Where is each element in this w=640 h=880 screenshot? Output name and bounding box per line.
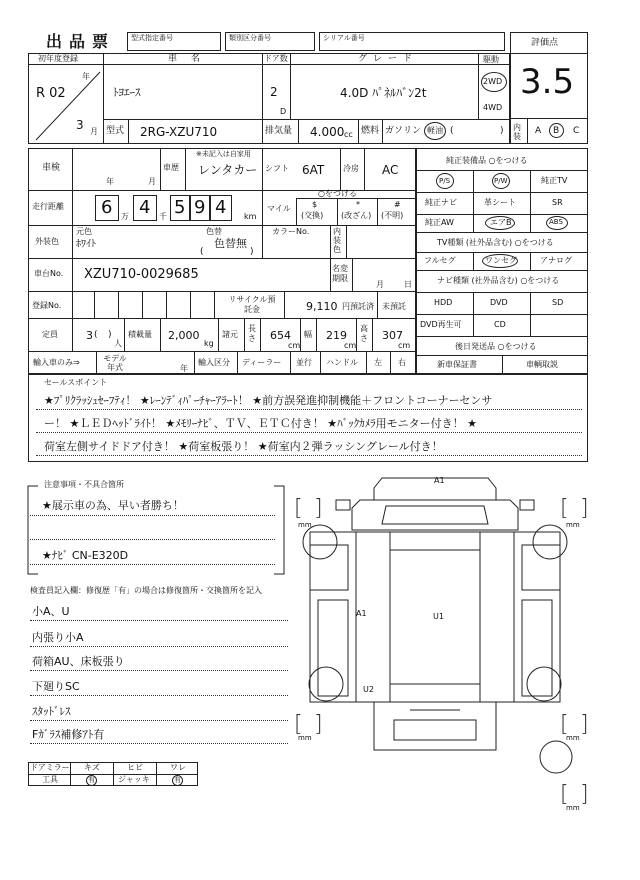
interior-label: 内装 — [513, 123, 521, 141]
history-label: 車歴 — [163, 163, 179, 172]
exchange-label: (交換) — [301, 211, 324, 220]
mileage-circle-note: ○をつける — [318, 189, 357, 198]
equip-ps: P/S — [439, 177, 451, 185]
first-reg-month: 3 — [76, 118, 84, 132]
width-unit: cm — [344, 341, 357, 350]
legend-tool: 工具 — [42, 775, 58, 784]
import-dealer: ディーラー — [242, 358, 282, 367]
length-unit: cm — [288, 341, 301, 350]
first-reg-year-unit: 年 — [82, 72, 90, 81]
tv-oneseg: ワンセグ — [485, 256, 517, 265]
repaint-paren-close: ) — [250, 247, 254, 257]
navi-sd: SD — [552, 298, 564, 307]
equip-aw: 純正AW — [425, 218, 454, 227]
sales-line-2: ー！ ★ＬＥＤﾍｯﾄﾞﾗｲﾄ！ ★ﾒﾓﾘｰﾅﾋﾞ、ＴＶ、ＥＴＣ付き！ ★ﾊﾞｯｸｶﾒﾗ用モニター付き！ ★ — [44, 417, 477, 430]
capacity-label: 定員 — [42, 330, 58, 339]
diagram-u2: U2 — [363, 685, 374, 694]
mileage-label: 走行距離 — [32, 202, 64, 211]
equip-airbag: エアB — [490, 218, 512, 227]
tv-type-title: TV種類 (社外品含む) ○をつける — [437, 238, 554, 247]
mileage-km: km — [244, 212, 257, 221]
legend-mirror: ドアミラー — [30, 763, 70, 772]
later-manual: 車輌取説 — [526, 360, 558, 369]
inspector-line-4: 下廻りSC — [32, 680, 80, 693]
mile-label: マイル — [267, 204, 291, 213]
tv-fullseg: フルセグ — [424, 256, 456, 265]
form-title: 出品票 — [46, 32, 116, 51]
first-reg-month-unit: 月 — [90, 127, 98, 136]
model-year-label: モデル年式 — [103, 354, 127, 372]
tv-analog: アナログ — [540, 256, 572, 265]
orig-color: ﾎﾜｲﾄ — [76, 239, 96, 250]
recycle-paid: 円預託済 — [342, 302, 374, 311]
drive-2wd: 2WD — [483, 77, 503, 86]
recycle-label: リサイクル預託金 — [228, 295, 276, 314]
shift-label: シフト — [265, 164, 289, 173]
legend-break: ワレ — [170, 763, 186, 772]
tread-bracket-rr-close: ] — [580, 712, 589, 737]
tread-bracket-rl-close: ] — [314, 712, 323, 737]
grade: 4.0D ﾊﾟﾈﾙﾊﾞﾝ2t — [340, 86, 427, 100]
shaken-label: 車検 — [42, 163, 61, 173]
first-reg-label: 初年度登録 — [38, 54, 78, 63]
navi-dvd: DVD — [490, 298, 508, 307]
mileage-digit-4: 9 — [194, 197, 206, 218]
navi-hdd: HDD — [434, 298, 453, 307]
shaken-year-unit: 年 — [106, 177, 114, 186]
sales-label: セールスポイント — [44, 378, 108, 387]
tread-bracket-spare-open: [ — [560, 782, 569, 807]
tread-fr-mm: mm — [566, 521, 580, 529]
import-parallel: 並行 — [296, 358, 312, 367]
cc-label: 排気量 — [265, 126, 293, 136]
tread-bracket-rr-open: [ — [560, 712, 569, 737]
score-value: 3.5 — [520, 62, 575, 102]
vin-label: 車台No. — [34, 269, 64, 278]
drive-4wd: 4WD — [483, 103, 503, 112]
diagram-u1: U1 — [433, 612, 444, 621]
fuel-paren-close: ) — [500, 126, 504, 136]
load: 2,000 — [168, 329, 200, 342]
import-only-label: 輸入車のみ⇒ — [33, 358, 80, 367]
notes-line-1: ★展示車の為、早い者勝ち！ — [42, 499, 184, 512]
sales-line-3: 荷室左側サイドドア付き！ ★荷室板張り！ ★荷室内２弾ラッシングレール付き！ — [44, 440, 443, 453]
diagram-a1-top: A1 — [434, 476, 445, 485]
capacity-paren-open: ( — [94, 330, 98, 340]
regno-label: 登録No. — [32, 301, 62, 310]
equip-abs: ABS — [549, 218, 563, 226]
exchange-mark: $ — [312, 200, 318, 209]
fuel-paren-open: ( — [450, 126, 454, 136]
dims-label: 諸元 — [222, 330, 238, 339]
interior-c: C — [573, 126, 580, 136]
legend-tool-mark: 有 — [88, 776, 95, 784]
equip-sr: SR — [552, 198, 563, 207]
tread-bracket-rl-open: [ — [294, 712, 303, 737]
repaint-paren-open: ( — [200, 247, 204, 257]
cc-unit: cc — [344, 130, 353, 139]
interior-a: A — [535, 126, 542, 136]
vin: XZU710-0029685 — [84, 267, 199, 282]
height-unit: cm — [398, 341, 411, 350]
mileage-digit-1: 6 — [101, 197, 113, 218]
repaint: 色替無 — [214, 237, 247, 250]
later-warranty: 新車保証書 — [437, 360, 477, 369]
tread-spare-mm: mm — [566, 804, 580, 812]
model-year-unit: 年 — [180, 364, 188, 373]
model: 2RG-XZU710 — [140, 125, 218, 139]
load-label: 積載量 — [128, 330, 152, 339]
inspector-label: 検査員記入欄：修復歴「有」の場合は修復箇所・交換箇所を記入 — [30, 586, 262, 595]
length-label: 長さ — [248, 324, 256, 343]
door-suffix: D — [280, 107, 287, 116]
height: 307 — [382, 329, 403, 342]
alter-label: (改ざん) — [341, 211, 372, 220]
recycle-value: 9,110 — [306, 300, 338, 313]
tread-bracket-fr-open: [ — [560, 496, 569, 521]
recycle-unpaid: 未預託 — [382, 302, 406, 311]
fuel-diesel: 軽油 — [427, 126, 443, 135]
mileage-sen: 千 — [159, 212, 167, 221]
shaken-month-unit: 月 — [148, 177, 156, 186]
name-change-day: 日 — [404, 280, 412, 289]
capacity-paren-close: ) — [108, 330, 112, 340]
serial-label: シリアル番号 — [323, 34, 365, 42]
tread-fl-mm: mm — [298, 521, 312, 529]
grade-label: グレード — [358, 54, 419, 64]
name-change-label: 名変期限 — [332, 264, 348, 283]
history-note: ※未記入は自家用 — [196, 150, 251, 158]
handle-label: ハンドル — [326, 358, 358, 367]
drive-label: 駆動 — [483, 55, 499, 64]
unknown-label: (不明) — [381, 211, 404, 220]
fuel-gasoline: ガソリン — [385, 126, 422, 136]
ac: AC — [382, 163, 399, 177]
navi-type-title: ナビ種類 (社外品含む) ○をつける — [437, 276, 560, 285]
class-no-label: 類別区分番号 — [229, 34, 271, 42]
notes-bracket — [26, 484, 288, 576]
legend-scratch: キズ — [84, 763, 100, 772]
width: 219 — [326, 329, 347, 342]
handle-left: 左 — [374, 358, 382, 367]
tread-bracket-fl-open: [ — [294, 496, 303, 521]
width-label: 幅 — [304, 330, 312, 339]
color-label: 外装色 — [35, 237, 59, 246]
equip-tv: 純正TV — [541, 176, 568, 185]
diagram-a1-side: A1 — [356, 609, 367, 618]
capacity: 3 — [86, 329, 93, 342]
height-label: 高さ — [360, 324, 368, 343]
legend-jack-mark: 有 — [174, 776, 181, 784]
color-no-label: カラーNo. — [272, 227, 310, 236]
name-change-month: 月 — [376, 280, 384, 289]
tread-rr-mm: mm — [566, 734, 580, 742]
load-unit: kg — [204, 339, 214, 348]
legend-jack: ジャッキ — [118, 775, 150, 784]
alter-mark: * — [356, 200, 360, 209]
shift: 6AT — [302, 163, 325, 177]
handle-right: 右 — [398, 358, 406, 367]
capacity-unit: 人 — [114, 339, 122, 348]
equip-navi: 純正ナビ — [425, 198, 457, 207]
model-no-label: 型式指定番号 — [131, 34, 173, 42]
tread-bracket-spare-close: ] — [580, 782, 589, 807]
navi-cd: CD — [494, 320, 506, 329]
navi-dvd-play: DVD再生可 — [420, 320, 462, 329]
length: 654 — [270, 329, 291, 342]
equip-title: 純正装備品 ○をつける — [446, 156, 528, 165]
notes-label: 注意事項・不具合箇所 — [44, 480, 124, 489]
door-label: ドア数 — [264, 54, 288, 63]
cc: 4.000 — [310, 125, 345, 139]
vehicle-damage-diagram — [290, 470, 600, 810]
fuel-label: 燃料 — [361, 126, 380, 136]
tread-bracket-fl-close: ] — [314, 496, 323, 521]
inspector-line-5: ｽﾀｯﾄﾞﾚｽ — [32, 705, 71, 718]
inspector-line-1: 小A、U — [32, 605, 70, 618]
mileage-digit-2: 4 — [139, 197, 151, 218]
repaint-label: 色替 — [206, 227, 222, 236]
car-name-label: 車名 — [168, 54, 215, 64]
unknown-mark: # — [394, 200, 401, 209]
equip-leather: 革シート — [484, 198, 516, 207]
mileage-man: 万 — [121, 212, 129, 221]
mileage-digit-5: 4 — [215, 197, 227, 218]
door-count: 2 — [270, 85, 278, 99]
score-label: 評価点 — [531, 38, 559, 48]
orig-color-label: 元色 — [76, 227, 92, 236]
equip-pw: P/W — [494, 177, 508, 185]
first-reg-era: R 02 — [36, 86, 66, 101]
tread-bracket-fr-close: ] — [580, 496, 589, 521]
tread-rl-mm: mm — [298, 734, 312, 742]
car-name: ﾄﾖｴｰｽ — [113, 86, 141, 99]
notes-line-3: ★ﾅﾋﾞ CN-E320D — [42, 549, 129, 562]
later-title: 後日発送品 ○をつける — [455, 342, 537, 351]
inspector-line-2: 内張り小A — [32, 631, 84, 644]
interior-b: B — [553, 126, 560, 136]
legend-crack: ヒビ — [127, 763, 143, 772]
inspector-line-6: Fｶﾞﾗｽ補修ｱﾄ有 — [32, 728, 105, 741]
model-label: 型式 — [106, 126, 125, 136]
history: レンタカー — [198, 163, 258, 177]
inspector-line-3: 荷箱AU、床板張り — [32, 655, 125, 668]
ac-label: 冷房 — [343, 164, 359, 173]
sales-line-1: ★ﾌﾟﾘｸﾗｯｼｭｾｰﾌﾃｨ！ ★ﾚｰﾝﾃﾞｨﾊﾟｰﾁｬｰｱﾗｰﾄ！ ★前方誤発進抑制機能＋フロントコーナーセンサ — [44, 394, 493, 407]
interior-color-label: 内装色 — [333, 227, 341, 254]
mileage-digit-3: 5 — [174, 197, 186, 218]
import-cat-label: 輸入区分 — [198, 358, 230, 367]
